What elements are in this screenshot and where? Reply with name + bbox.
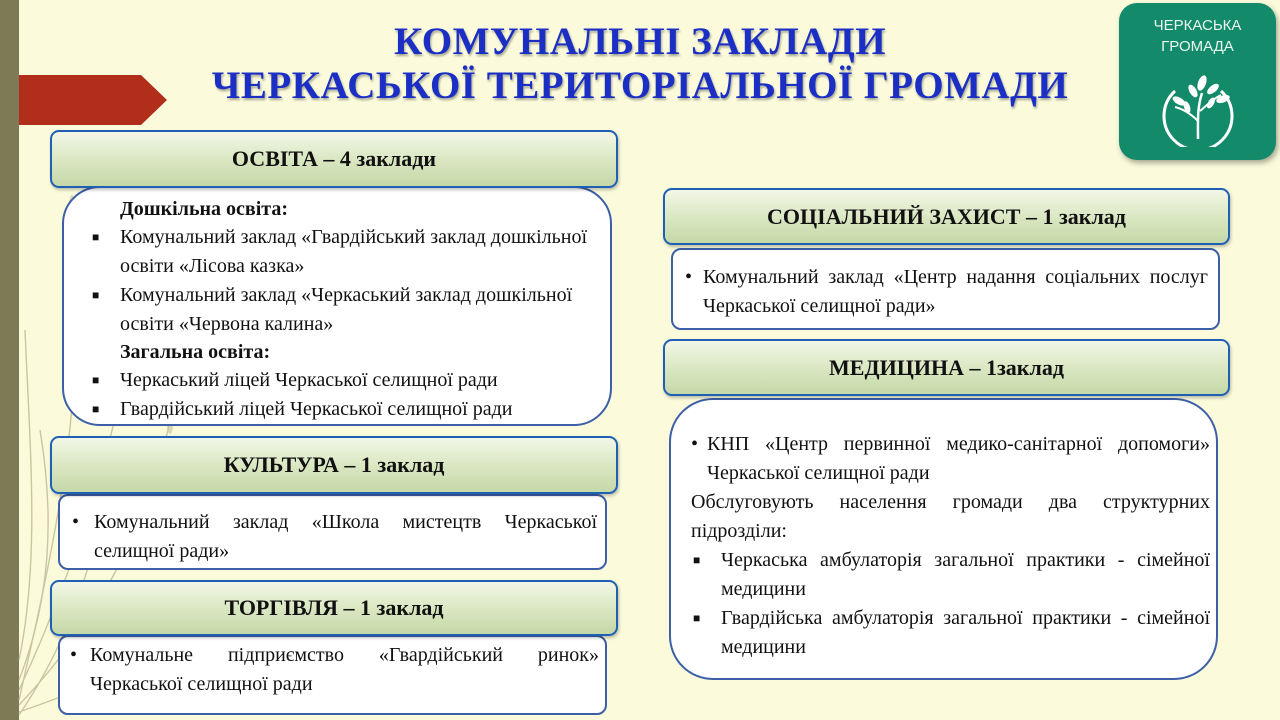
logo-text-line1: ЧЕРКАСЬКА xyxy=(1153,17,1242,34)
list-item: ■ Комунальний заклад «Гвардійський заклад дошкільної освіти «Лісова казка» xyxy=(88,223,602,281)
square-bullet-icon: ■ xyxy=(693,553,701,567)
medicine-description: Обслуговують населення громади два структурних підрозділи: xyxy=(691,491,1210,542)
list-item: ■ Черкаський ліцей Черкаської селищної ради xyxy=(88,366,602,395)
list-item: ■ Гвардійська амбулаторія загальної практики - сімейної медицини xyxy=(691,604,1210,662)
list-item: • Комунальний заклад «Центр надання соціальних послуг Черкаської селищної ради» xyxy=(685,263,1208,321)
general-label: Загальна освіта: xyxy=(120,341,271,363)
list-item: ■ Комунальний заклад «Черкаський заклад дошкільної освіти «Червона калина» xyxy=(88,281,602,339)
education-header: ОСВІТА – 4 заклади xyxy=(50,130,618,188)
education-box xyxy=(62,186,612,426)
social-box xyxy=(671,248,1220,330)
square-bullet-icon: ■ xyxy=(92,230,100,244)
preschool-label: Дошкільна освіта: xyxy=(120,198,289,220)
medicine-box xyxy=(669,398,1218,680)
bullet-icon: • xyxy=(691,433,699,455)
list-item: ■ Черкаська амбулаторія загальної практики - сімейної медицини xyxy=(691,546,1210,604)
community-logo xyxy=(1119,3,1276,160)
square-bullet-icon: ■ xyxy=(92,288,100,302)
title-arrow-decor xyxy=(19,75,167,125)
bullet-icon: • xyxy=(685,266,693,288)
list-item: • КНП «Центр первинної медико-санітарної допомоги» Черкаської селищної ради xyxy=(691,430,1210,488)
trade-box xyxy=(58,635,607,715)
logo-text xyxy=(1119,15,1276,57)
logo-text-line2: ГРОМАДА xyxy=(1161,38,1234,55)
list-item: ■ Гвардійський ліцей Черкаської селищної ради xyxy=(88,395,602,424)
page-title xyxy=(150,20,1130,108)
square-bullet-icon: ■ xyxy=(693,611,701,625)
bullet-icon: • xyxy=(70,644,78,666)
page-title-line1: КОМУНАЛЬНІ ЗАКЛАДИ xyxy=(393,20,887,63)
culture-header: КУЛЬТУРА – 1 заклад xyxy=(50,436,618,494)
social-header: СОЦІАЛЬНИЙ ЗАХИСТ – 1 заклад xyxy=(663,188,1230,245)
square-bullet-icon: ■ xyxy=(92,373,100,387)
bullet-icon: • xyxy=(72,511,80,533)
list-item: • Комунальний заклад «Школа мистецтв Черкаської селищної ради» xyxy=(72,508,597,566)
logo-tree-icon xyxy=(1155,69,1241,147)
culture-box xyxy=(58,494,607,570)
square-bullet-icon: ■ xyxy=(92,402,100,416)
page-title-line2: ЧЕРКАСЬКОЇ ТЕРИТОРІАЛЬНОЇ ГРОМАДИ xyxy=(211,64,1069,107)
trade-header: ТОРГІВЛЯ – 1 заклад xyxy=(50,580,618,636)
list-item: • Комунальне підприємство «Гвардійський ринок» Черкаської селищної ради xyxy=(70,641,599,699)
medicine-header: МЕДИЦИНА – 1заклад xyxy=(663,339,1230,396)
